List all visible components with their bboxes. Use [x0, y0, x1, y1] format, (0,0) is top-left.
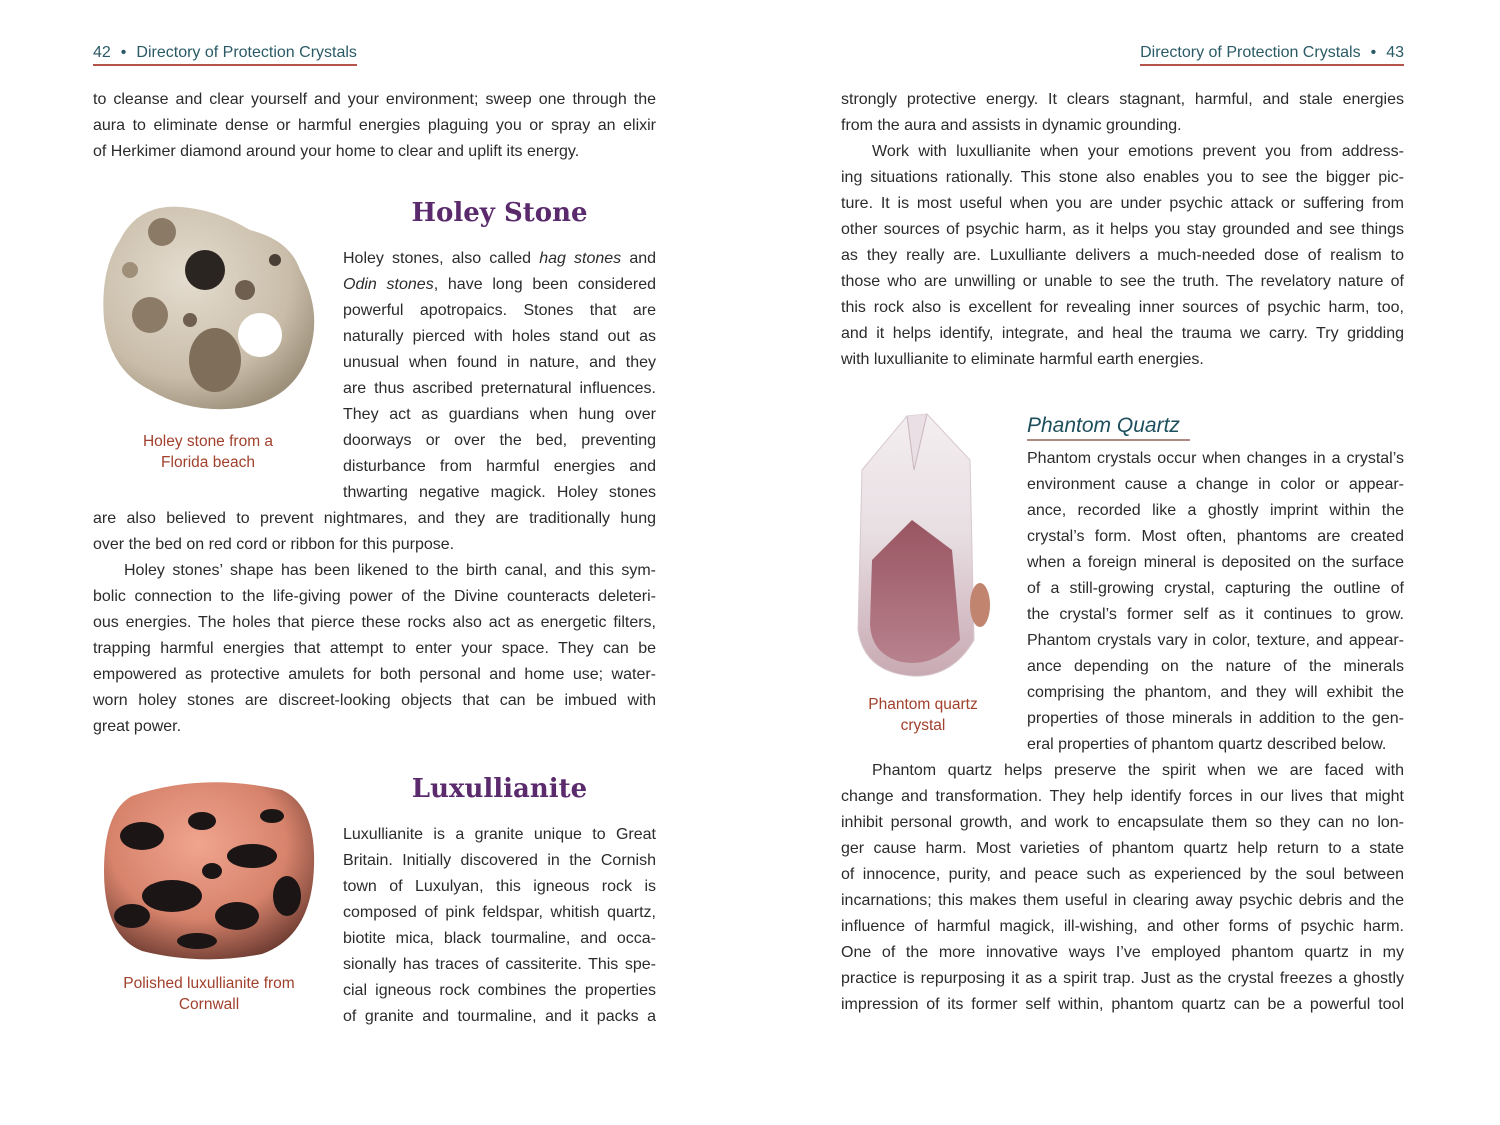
text-line: properties of those minerals in addition to the gen-: [1027, 710, 1404, 727]
text-line: ger cause harm. Most varieties of phantom quartz help return to a state: [841, 840, 1404, 857]
caption-line: Polished luxullianite from: [123, 975, 295, 992]
text-line: powerful apotropaics. Stones that are: [343, 302, 656, 319]
text-line: doorways or over the bed, preventing: [343, 432, 656, 449]
text-line: Phantom quartz helps preserve the spirit when we are faced with: [872, 762, 1404, 779]
caption-line: Cornwall: [178, 996, 240, 1013]
luxullianite-caption: [98, 973, 320, 1015]
text-line: influence of harmful magick, ill-wishing, and other forms of psychic harm.: [841, 918, 1404, 935]
text-line: ing situations rationally. This stone also enables you to see the bigger pic-: [841, 169, 1404, 186]
text-line: from the aura and assists in dynamic grounding.: [841, 117, 1182, 134]
text-line: Phantom crystals occur when changes in a crystal’s: [1027, 450, 1404, 467]
text-line: and it helps identify, integrate, and heal the trauma we carry. Try gridding: [841, 325, 1404, 342]
running-head-title: Directory of Protection Crystals: [136, 44, 357, 61]
text-line: [343, 246, 656, 272]
page-number: 42: [93, 44, 111, 61]
bullet: •: [120, 44, 127, 61]
holey-stone-image: [100, 200, 322, 412]
text-line: Luxullianite is a granite unique to Great: [343, 826, 656, 843]
holey-stone-heading: Holey Stone: [411, 198, 588, 228]
text-line: of innocence, purity, and peace such as experienced by the soul between: [841, 866, 1404, 883]
text-line: the crystal’s former self as it continues to grow.: [1027, 606, 1404, 623]
phantom-quartz-heading: Phantom Quartz: [1027, 414, 1190, 441]
text-line: biotite mica, black tourmaline, and occa-: [343, 930, 656, 947]
intro-text-left: [93, 87, 656, 165]
luxullianite-heading: Luxullianite: [411, 774, 588, 804]
holey-stone-body-text: [93, 506, 656, 740]
text-line: ous energies. The holes that pierce these rocks also act as energetic filters,: [93, 614, 656, 631]
text-line: those who are unwilling or unable to see the truth. The revelatory nature of: [841, 273, 1404, 290]
text-segment: Holey stones, also called: [343, 250, 540, 267]
text-line: aura to eliminate dense or harmful energies plaguing you or spray an elixir: [93, 117, 656, 134]
text-line: Britain. Initially discovered in the Cornish: [343, 852, 656, 869]
text-line: crystal’s form. Most often, phantoms are created: [1027, 528, 1404, 545]
luxullianite-image: [102, 776, 316, 960]
caption-line: crystal: [900, 717, 946, 734]
phantom-quartz-image: [852, 410, 992, 680]
text-line: strongly protective energy. It clears stagnant, harmful, and stale energies: [841, 91, 1404, 108]
text-line: change and transformation. They help identify forces in our lives that might: [841, 788, 1404, 805]
text-line: trapping harmful energies that attempt to enter your space. They can be: [93, 640, 656, 657]
text-line: as they really are. Luxulliante delivers a much-needed dose of realism to: [841, 247, 1404, 264]
text-line: environment cause a change in color or appear-: [1027, 476, 1404, 493]
intro-text-right: [841, 87, 1404, 373]
text-line: thwarting negative magick. Holey stones: [343, 484, 656, 501]
text-line: empowered as protective amulets for both personal and home use; water-: [93, 666, 656, 683]
caption-line: Holey stone from a: [142, 433, 274, 450]
text-line: One of the more innovative ways I’ve employed phantom quartz in my: [841, 944, 1404, 961]
italic-term: hag stones: [539, 250, 622, 267]
text-line: when a foreign mineral is deposited on the surface: [1027, 554, 1404, 571]
running-head-title: Directory of Protection Crystals: [1140, 44, 1361, 61]
text-line: Holey stones’ shape has been likened to the birth canal, and this sym-: [124, 562, 656, 579]
bullet: •: [1370, 44, 1377, 61]
text-line: of a still-growing crystal, capturing the outline of: [1027, 580, 1404, 597]
phantom-quartz-caption: [838, 694, 1008, 736]
text-line: other sources of psychic harm, as it helps you stay grounded and see things: [841, 221, 1404, 238]
text-line: [343, 272, 656, 298]
text-line: of Herkimer diamond around your home to clear and uplift its energy.: [93, 143, 580, 160]
italic-term: Odin stones: [343, 276, 434, 293]
phantom-quartz-side-text: [1027, 446, 1404, 758]
text-line: impression of its former self within, phantom quartz can be a powerful tool: [841, 996, 1404, 1013]
text-line: ance, recorded like a ghostly imprint within the: [1027, 502, 1404, 519]
running-head-right: [1140, 44, 1404, 66]
text-line: to cleanse and clear yourself and your environment; sweep one through the: [93, 91, 656, 108]
text-line: eral properties of phantom quartz described below.: [1027, 736, 1387, 753]
text-line: great power.: [93, 718, 182, 735]
text-line: Phantom crystals vary in color, texture, and appear-: [1027, 632, 1404, 649]
text-line: naturally pierced with holes stand out as: [343, 328, 656, 345]
text-segment: and: [621, 250, 657, 267]
holey-stone-side-text: [343, 246, 656, 506]
page-number: 43: [1386, 44, 1404, 61]
text-line: with luxullianite to eliminate harmful earth energies.: [841, 351, 1204, 368]
text-line: sionally has traces of cassiterite. This spe-: [343, 956, 656, 973]
holey-stone-caption: [118, 431, 298, 473]
text-line: town of Luxulyan, this igneous rock is: [343, 878, 656, 895]
text-line: Work with luxullianite when your emotions prevent you from address-: [872, 143, 1404, 160]
text-line: practice is repurposing it as a spirit trap. Just as the crystal freezes a ghostly: [841, 970, 1404, 987]
text-line: composed of pink feldspar, whitish quartz,: [343, 904, 656, 921]
text-segment: , have long been considered: [433, 276, 656, 293]
phantom-quartz-body-text: [841, 758, 1404, 1018]
text-line: They act as guardians when hung over: [343, 406, 656, 423]
running-head-left: [93, 44, 357, 66]
text-line: this rock also is excellent for revealing inner sources of psychic harm, too,: [841, 299, 1404, 316]
text-line: are thus ascribed preternatural influences.: [343, 380, 656, 397]
text-line: incarnations; this makes them useful in clearing away psychic debris and the: [841, 892, 1404, 909]
text-line: inhibit personal growth, and work to encapsulate them so they can no lon-: [841, 814, 1404, 831]
caption-line: Phantom quartz: [868, 696, 978, 713]
text-line: worn holey stones are discreet-looking objects that can be imbued with: [93, 692, 656, 709]
text-line: cial igneous rock combines the properties: [343, 982, 656, 999]
text-line: unusual when found in nature, and they: [343, 354, 656, 371]
text-line: are also believed to prevent nightmares, and they are traditionally hung: [93, 510, 656, 527]
text-line: ture. It is most useful when you are under psychic attack or suffering from: [841, 195, 1404, 212]
text-line: disturbance from harmful energies and: [343, 458, 656, 475]
text-line: comprising the phantom, and they will exhibit the: [1027, 684, 1404, 701]
text-line: over the bed on red cord or ribbon for this purpose.: [93, 536, 455, 553]
text-line: bolic connection to the life-giving power of the Divine counteracts deleteri-: [93, 588, 656, 605]
luxullianite-side-text: [343, 822, 656, 1030]
text-line: ance depending on the nature of the minerals: [1027, 658, 1404, 675]
text-line: of granite and tourmaline, and it packs a: [343, 1008, 656, 1025]
caption-line: Florida beach: [161, 454, 255, 471]
